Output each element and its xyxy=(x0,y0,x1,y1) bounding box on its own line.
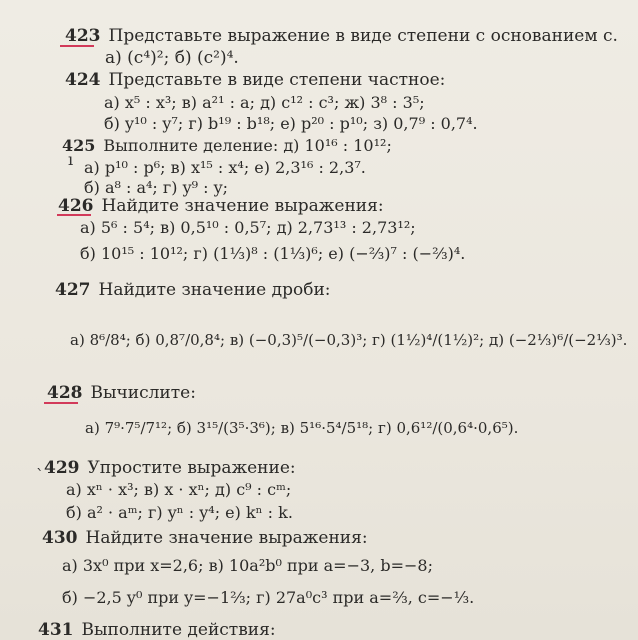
exercise-line: а) (c⁴)²; б) (c²)⁴. xyxy=(105,48,239,68)
exercise-line: 428 Вычислите: xyxy=(47,383,196,403)
exercise-line: а) 8⁶/8⁴; б) 0,8⁷/0,8⁴; в) (−0,3)⁵/(−0,3)³; г) (1½)⁴/(1½)²; д) (−2⅓)⁶/(−2⅓)³. xyxy=(70,331,628,349)
exercise-line: а) x⁵ : x³; в) a²¹ : a; д) c¹² : c³; ж) 3⁸ : 3⁵; xyxy=(104,93,425,112)
exercise-line: 429 Упростите выражение: xyxy=(44,458,296,478)
exercise-line: а) p¹⁰ : p⁶; в) x¹⁵ : x⁴; е) 2,3¹⁶ : 2,3⁷. xyxy=(84,158,366,177)
exercise-line: а) 7⁹·7⁵/7¹²; б) 3¹⁵/(3⁵·3⁶); в) 5¹⁶·5⁴/5¹⁸; г) 0,6¹²/(0,6⁴·0,6⁵). xyxy=(85,419,519,437)
exercise-line: б) 10¹⁵ : 10¹²; г) (1⅓)⁸ : (1⅓)⁶; е) (−⅔)⁷ : (−⅔)⁴. xyxy=(80,244,466,263)
exercise-line: а) 3x⁰ при x=2,6; в) 10a²b⁰ при a=−3, b=−8; xyxy=(62,556,433,575)
pencil-mark: ı xyxy=(68,150,74,169)
exercise-line: 426 Найдите значение выражения: xyxy=(58,196,384,216)
exercise-line: 430 Найдите значение выражения: xyxy=(42,528,368,548)
pencil-mark: ˋ xyxy=(36,466,44,485)
exercise-line: б) a² · aᵐ; г) yⁿ : y⁴; е) kⁿ : k. xyxy=(66,503,293,522)
exercise-line: 427 Найдите значение дроби: xyxy=(55,280,331,300)
exercise-line: б) −2,5 y⁰ при y=−1⅔; г) 27a⁰c³ при a=⅔, c=−⅓. xyxy=(62,588,475,607)
exercise-line: б) a⁸ : a⁴; г) y⁹ : y; xyxy=(84,178,229,197)
exercise-line: а) 5⁶ : 5⁴; в) 0,5¹⁰ : 0,5⁷; д) 2,73¹³ : 2,73¹²; xyxy=(80,218,416,237)
exercise-line: 425 Выполните деление: д) 10¹⁶ : 10¹²; xyxy=(62,136,392,155)
exercise-line: 423 Представьте выражение в виде степени с основанием c. xyxy=(65,26,618,46)
exercise-line: б) y¹⁰ : y⁷; г) b¹⁹ : b¹⁸; е) p²⁰ : p¹⁰; з) 0,7⁹ : 0,7⁴. xyxy=(104,114,478,133)
exercise-line: а) xⁿ · x³; в) x · xⁿ; д) c⁹ : cᵐ; xyxy=(66,480,292,499)
exercise-line: 431 Выполните действия: xyxy=(38,620,276,640)
exercise-line: 424 Представьте в виде степени частное: xyxy=(65,70,446,90)
